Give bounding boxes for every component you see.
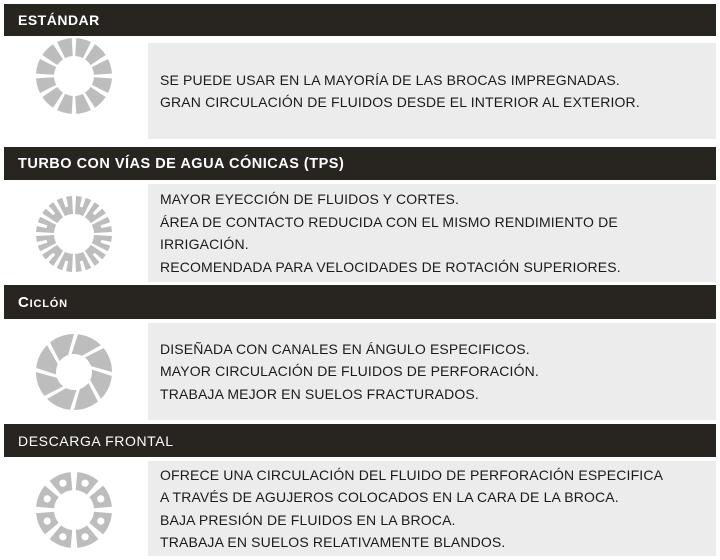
- face-discharge-hole: [59, 533, 66, 540]
- turbo-waterway-icon: [32, 192, 116, 276]
- face-discharge-line-2: A TRAVÉS DE AGUJEROS COLOCADOS EN LA CARA DE LA BROCA.: [160, 489, 619, 505]
- turbo-line-3: IRRIGACIÓN.: [160, 236, 249, 252]
- section-title-face-discharge: DESCARGA FRONTAL: [18, 432, 174, 449]
- face-discharge-line-4: TRABAJA EN SUELOS RELATIVAMENTE BLANDOS.: [160, 534, 506, 550]
- section-panel-cyclone: [148, 323, 716, 420]
- section-header-cyclone: [4, 285, 716, 319]
- section-title-turbo: TURBO CON VÍAS DE AGUA CÓNICAS (TPS): [18, 155, 345, 172]
- turbo-line-2: ÁREA DE CONTACTO REDUCIDA CON EL MISMO RENDIMIENTO DE: [160, 213, 618, 230]
- face-discharge-hole: [81, 533, 88, 540]
- face-discharge-line-3: BAJA PRESIÓN DE FLUIDOS EN LA BROCA.: [160, 511, 456, 528]
- section-header-face-discharge: [4, 424, 716, 457]
- face-discharge-hole: [44, 517, 51, 524]
- face-discharge-hole: [59, 480, 66, 487]
- cyclone-line-2: MAYOR CIRCULACIÓN DE FLUIDOS DE PERFORACIÓN.: [160, 363, 539, 380]
- face-discharge-hole: [44, 495, 51, 502]
- section-panel-standard: [148, 43, 716, 139]
- cyclone-waterway-graphic: [32, 330, 116, 414]
- turbo-line-4: RECOMENDADA PARA VELOCIDADES DE ROTACIÓN SUPERIORES.: [160, 258, 621, 275]
- section-panel-turbo: [148, 184, 716, 282]
- section-panel-face-discharge: [148, 461, 716, 556]
- cyclone-line-3: TRABAJA MEJOR EN SUELOS FRACTURADOS.: [160, 385, 479, 402]
- face-discharge-hole: [81, 480, 88, 487]
- section-header-turbo: [4, 147, 716, 180]
- section-title-cyclone: Ciclón: [18, 293, 68, 311]
- standard-line-1: SE PUEDE USAR EN LA MAYORÍA DE LAS BROCAS IMPREGNADAS.: [160, 71, 620, 88]
- standard-line-2: GRAN CIRCULACIÓN DE FLUIDOS DESDE EL INTERIOR AL EXTERIOR.: [160, 94, 640, 110]
- standard-waterway-icon: [32, 34, 116, 118]
- cyclone-waterway-icon: [32, 330, 116, 414]
- face-discharge-graphic: [32, 468, 116, 552]
- section-title-standard: ESTÁNDAR: [18, 12, 100, 28]
- turbo-waterway-graphic: [32, 192, 116, 276]
- face-discharge-line-1: OFRECE UNA CIRCULACIÓN DEL FLUIDO DE PERFORACIÓN ESPECIFICA: [160, 466, 664, 483]
- standard-waterway-graphic: [32, 34, 116, 118]
- section-header-standard: [4, 4, 716, 36]
- turbo-line-1: MAYOR EYECCIÓN DE FLUIDOS Y CORTES.: [160, 191, 460, 207]
- face-discharge-hole: [97, 495, 104, 502]
- cyclone-line-1: DISEÑADA CON CANALES EN ÁNGULO ESPECIFICOS.: [160, 340, 530, 357]
- face-discharge-icon: [32, 468, 116, 552]
- face-discharge-hole: [97, 517, 104, 524]
